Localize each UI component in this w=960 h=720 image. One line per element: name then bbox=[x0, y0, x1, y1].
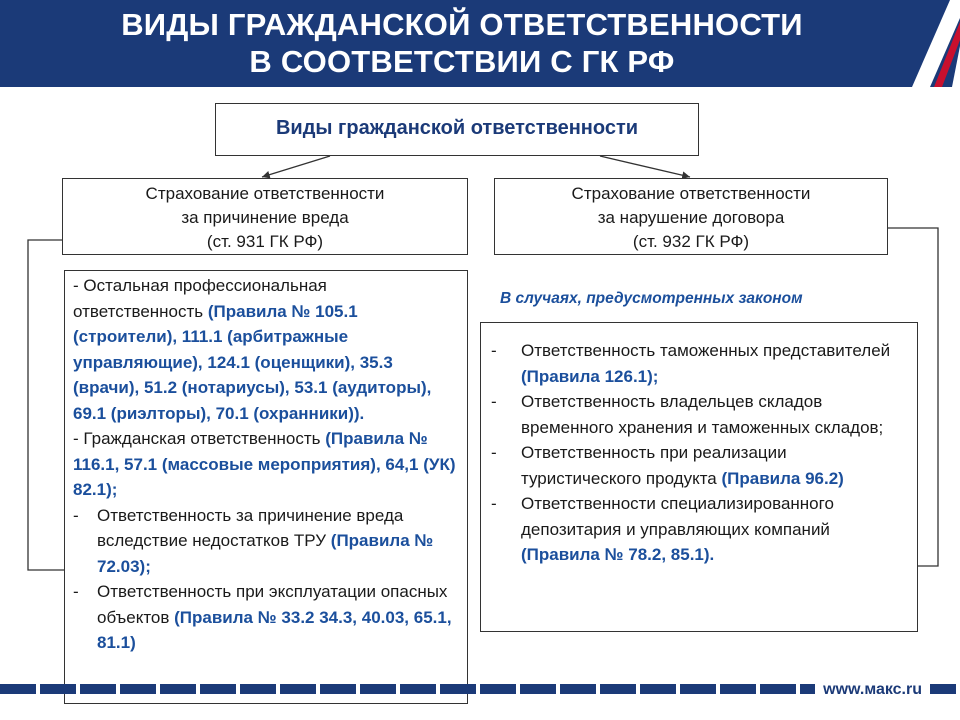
item-text: Ответственность за причинение вреда вследствие недостатков ТРУ bbox=[97, 505, 404, 550]
list-item bbox=[73, 579, 457, 656]
item-text: Ответственности специализированного депозитария и управляющих компаний bbox=[521, 494, 834, 539]
category-harm-liability bbox=[62, 178, 468, 255]
footer-url-link[interactable]: www.макс.ru bbox=[815, 680, 930, 700]
title-line-1: ВИДЫ ГРАЖДАНСКОЙ ОТВЕТСТВЕННОСТИ bbox=[121, 7, 803, 42]
bullet-dash: - bbox=[491, 341, 497, 360]
item-rules: (Правила № 105.1 (строители), 111.1 (арбитражные управляющие), 124.1 (оценщики), 35.3 (врачи), 51.2 (нотариусы), 53.1 (аудиторы), 69.1 (риэлторы), 70.1 (охранники)). bbox=[73, 301, 432, 423]
item-rules: (Правила № 72.03); bbox=[97, 531, 434, 576]
list-item bbox=[491, 338, 903, 389]
left-bracket bbox=[28, 240, 64, 570]
item-rules: (Правила № 33.2 34.3, 40.03, 65.1, 81.1) bbox=[97, 607, 452, 652]
item-rules: (Правила 96.2) bbox=[721, 468, 844, 488]
bullet-dash: - bbox=[491, 494, 497, 513]
right-liability-list bbox=[480, 322, 918, 632]
item-text: Ответственность владельцев складов временного хранения и таможенных складов; bbox=[521, 392, 884, 437]
root-node bbox=[215, 103, 699, 156]
bullet-dash: - bbox=[73, 582, 79, 601]
category-article: (ст. 932 ГК РФ) bbox=[632, 232, 750, 251]
note-by-law: В случаях, предусмотренных законом bbox=[500, 290, 803, 307]
item-rules: (Правила 126.1); bbox=[521, 366, 659, 386]
item-rules: (Правила № 78.2, 85.1). bbox=[521, 545, 715, 564]
list-item bbox=[491, 491, 903, 568]
list-item bbox=[73, 273, 457, 426]
list-item bbox=[73, 503, 457, 580]
category-article: (ст. 931 ГК РФ) bbox=[206, 232, 324, 251]
list-item bbox=[491, 440, 903, 491]
bullet-dash: - bbox=[73, 505, 79, 525]
arrow-left bbox=[262, 156, 330, 177]
item-rules: (Правила № 116.1, 57.1 (массовые мероприятия), 64,1 (УК) 82.1); bbox=[73, 429, 456, 499]
category-line: Страхование ответственности bbox=[145, 184, 385, 203]
item-text: - Остальная профессиональная ответственность bbox=[73, 276, 327, 321]
category-line: за нарушение договора bbox=[597, 208, 785, 227]
item-text: Ответственность при эксплуатации опасных объектов bbox=[97, 582, 448, 627]
bullet-dash: - bbox=[491, 443, 497, 462]
category-contract-liability bbox=[494, 178, 888, 255]
category-line: за причинение вреда bbox=[181, 208, 349, 227]
item-text: - Гражданская ответственность bbox=[73, 429, 326, 448]
root-label: Виды гражданской ответственности bbox=[275, 117, 639, 139]
item-text: Ответственность таможенных представителей bbox=[521, 341, 891, 360]
left-liability-list bbox=[64, 270, 468, 704]
arrow-right bbox=[600, 156, 690, 177]
list-item bbox=[73, 426, 457, 503]
category-line: Страхование ответственности bbox=[571, 184, 811, 203]
title-line-2: В СООТВЕТСТВИИ С ГК РФ bbox=[249, 44, 675, 79]
bullet-dash: - bbox=[491, 392, 497, 411]
item-text: Ответственность при реализации туристического продукта bbox=[521, 443, 787, 488]
list-item bbox=[491, 389, 903, 440]
